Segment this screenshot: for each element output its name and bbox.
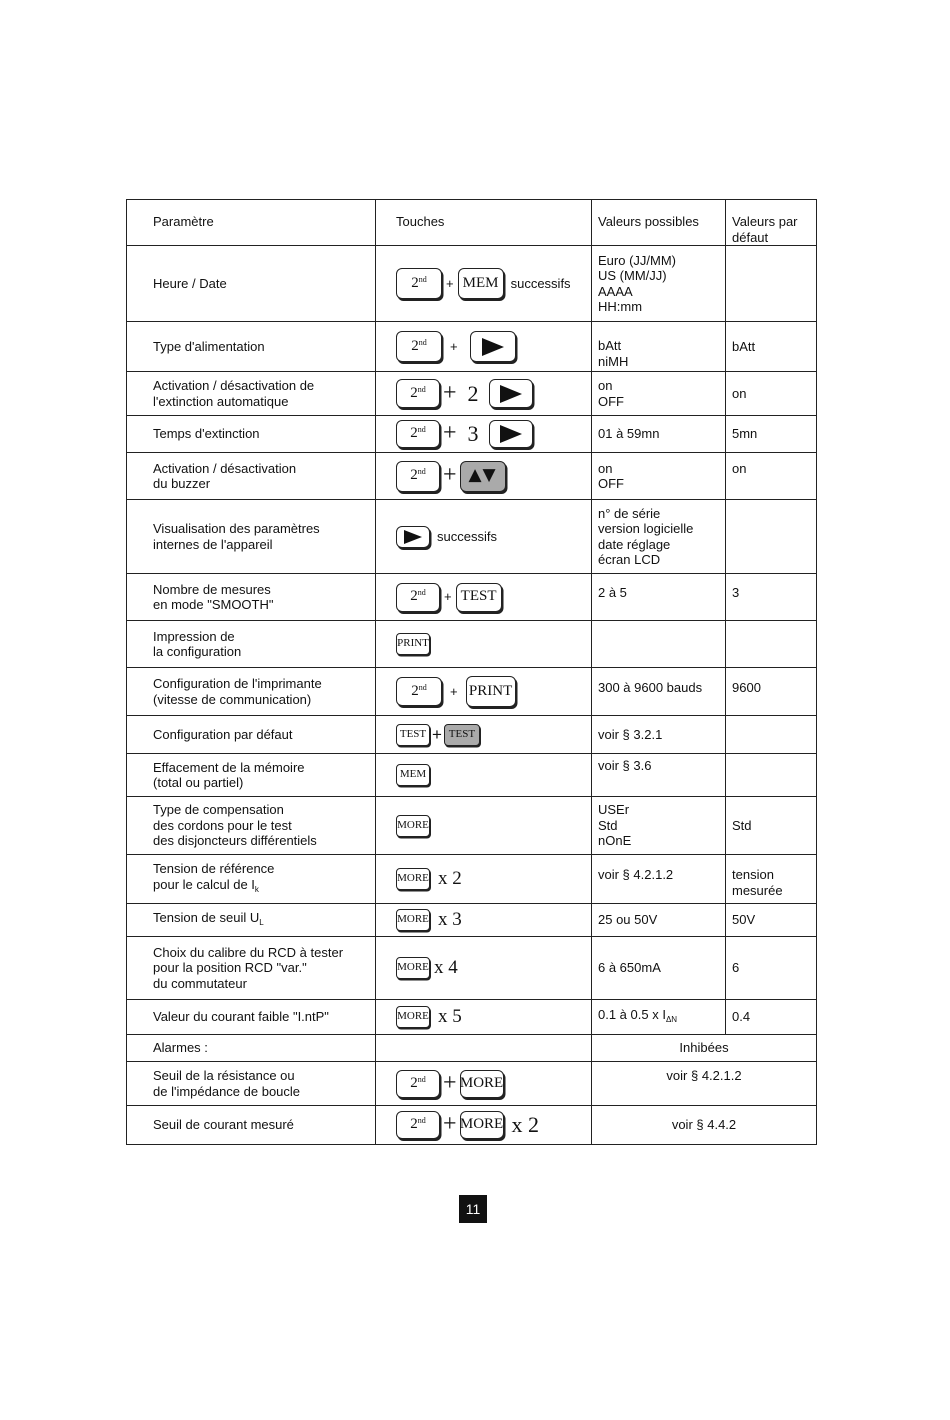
right-arrow-key-icon [489, 420, 533, 448]
values-cell: USEr Std nOnE [592, 797, 726, 855]
more-key-icon: MORE [396, 868, 430, 890]
param-cell: Configuration par défaut [127, 716, 376, 754]
keys-cell [376, 621, 592, 668]
more-key-icon: MORE [396, 957, 430, 979]
table-row [127, 797, 817, 855]
table-row [127, 416, 817, 453]
keys-cell: MORE x 2 [376, 855, 592, 904]
values-cell: voir § 3.6 [592, 754, 726, 797]
table-row [127, 574, 817, 621]
parameters-table [126, 199, 817, 1145]
table-row [127, 621, 817, 668]
right-arrow-key-icon [470, 331, 516, 362]
param-cell: Type d'alimentation [127, 322, 376, 372]
table-row [127, 1062, 817, 1106]
header-values: Valeurs possibles [592, 200, 726, 246]
param-cell: Activation / désactivation de l'extinction automatique [127, 372, 376, 416]
param-cell: Impression de la configuration [127, 621, 376, 668]
table-row [127, 937, 817, 1000]
values-cell: 2 à 5 [592, 574, 726, 621]
param-cell: Tension de seuil $U_L$ [127, 904, 376, 937]
table-row [127, 716, 817, 754]
table-row [127, 372, 817, 416]
default-cell [726, 716, 817, 754]
default-cell [726, 500, 817, 574]
default-cell: 3 [726, 574, 817, 621]
values-cell: on OFF [592, 372, 726, 416]
keys-cell: 2 $^{nd}$ + 3 [376, 416, 592, 453]
more-key-icon: MORE [396, 909, 430, 931]
keys-cell: 2 $^{nd}$ + ▲▼ [376, 453, 592, 500]
test-key-icon: TEST [456, 583, 502, 612]
table-row [127, 1000, 817, 1035]
second-key-icon: 2 $^{nd}$ [396, 420, 440, 448]
default-cell [726, 246, 817, 322]
up-down-arrows-key-icon: ▲▼ [460, 461, 506, 492]
header-default: Valeurs par défaut [726, 200, 817, 246]
values-cell: Euro (JJ/MM) US (MM/JJ) AAAA HH:mm [592, 246, 726, 322]
page-number: 11 [459, 1195, 487, 1223]
table-row [127, 453, 817, 500]
param-cell: Nombre de mesures en mode "SMOOTH" [127, 574, 376, 621]
second-key-icon: 2 $^{nd}$ [396, 379, 440, 408]
table-row [127, 754, 817, 797]
default-cell: bAtt [726, 322, 817, 372]
param-cell: Visualisation des paramètres internes de l'appareil [127, 500, 376, 574]
keys-cell: 2 $^{nd}$ + MORE [376, 1062, 592, 1106]
values-cell: 6 à 650mA [592, 937, 726, 1000]
header-param: Paramètre [127, 200, 376, 246]
keys-cell: 2 $^{nd}$ + PRINT [376, 668, 592, 716]
more-key-icon: MORE [460, 1070, 504, 1098]
values-cell: voir § 4.2.1.2 [592, 1062, 817, 1106]
second-key-icon: 2 $^{nd}$ [396, 461, 440, 492]
more-key-icon: MORE [396, 815, 430, 837]
param-cell: Valeur du courant faible "I.ntP" [127, 1000, 376, 1035]
values-cell: on OFF [592, 453, 726, 500]
keys-cell: 2 $^{nd}$ + 2 [376, 372, 592, 416]
default-cell: on [726, 372, 817, 416]
keys-cell: successifs [376, 500, 592, 574]
param-cell: Seuil de courant mesuré [127, 1106, 376, 1145]
param-cell: Heure / Date [127, 246, 376, 322]
param-cell: Choix du calibre du RCD à tester pour la position RCD "var." du commutateur [127, 937, 376, 1000]
table-row [127, 855, 817, 904]
right-arrow-key-icon [489, 379, 533, 408]
values-cell [592, 621, 726, 668]
keys-cell: MORE x 3 [376, 904, 592, 937]
values-cell: Inhibées [592, 1035, 817, 1062]
param-cell: Seuil de la résistance ou de l'impédance de boucle [127, 1062, 376, 1106]
keys-cell: TEST + TEST [376, 716, 592, 754]
test-key-dark-icon: TEST [444, 724, 480, 746]
right-arrow-key-icon [396, 526, 430, 548]
table-row [127, 904, 817, 937]
default-cell: 50V [726, 904, 817, 937]
table-row [127, 1035, 817, 1062]
default-cell [726, 754, 817, 797]
default-cell: on [726, 453, 817, 500]
test-key-icon: TEST [396, 724, 430, 746]
print-key-icon: PRINT [396, 633, 430, 655]
default-cell: 0.4 [726, 1000, 817, 1035]
param-cell: Activation / désactivation du buzzer [127, 453, 376, 500]
values-cell: 300 à 9600 bauds [592, 668, 726, 716]
table-header-row [127, 200, 817, 246]
param-cell: Effacement de la mémoire (total ou partiel) [127, 754, 376, 797]
param-cell: Alarmes : [127, 1035, 376, 1062]
keys-cell: MORE x 5 [376, 1000, 592, 1035]
keys-cell: 2 $^{nd}$ + MEM successifs [376, 246, 592, 322]
default-cell: 9600 [726, 668, 817, 716]
keys-cell [376, 1035, 592, 1062]
default-cell: Std [726, 797, 817, 855]
values-cell: voir § 4.4.2 [592, 1106, 817, 1145]
table-row [127, 1106, 817, 1145]
keys-cell: 2 $^{nd}$ + [376, 322, 592, 372]
second-key-icon: 2 $^{nd}$ [396, 1111, 440, 1139]
table-row [127, 246, 817, 322]
values-cell: n° de série version logicielle date réglage écran LCD [592, 500, 726, 574]
default-cell: 6 [726, 937, 817, 1000]
more-key-icon: MORE [460, 1111, 504, 1139]
values-cell: voir § 3.2.1 [592, 716, 726, 754]
values-cell: 0.1 à 0.5 x $I_{\Delta N}$ [592, 1000, 726, 1035]
mem-key-icon: MEM [396, 764, 430, 786]
keys-cell [376, 754, 592, 797]
default-cell: tension mesurée [726, 855, 817, 904]
second-key-icon: 2 $^{nd}$ [396, 677, 442, 706]
values-cell: 25 ou 50V [592, 904, 726, 937]
second-key-icon: 2 $^{nd}$ [396, 583, 440, 612]
keys-cell: MORE x 4 [376, 937, 592, 1000]
mem-key-icon: MEM [458, 268, 504, 299]
keys-cell: 2 $^{nd}$ + TEST [376, 574, 592, 621]
param-cell: Tension de référence pour le calcul de $I_k$ [127, 855, 376, 904]
print-key-icon: PRINT [466, 676, 516, 707]
more-key-icon: MORE [396, 1006, 430, 1028]
second-key-icon: 2 $^{nd}$ [396, 268, 442, 299]
second-key-icon: 2 $^{nd}$ [396, 331, 442, 362]
param-cell: Type de compensation des cordons pour le test des disjoncteurs différentiels [127, 797, 376, 855]
values-cell: 01 à 59mn [592, 416, 726, 453]
table-row [127, 500, 817, 574]
param-cell: Configuration de l'imprimante (vitesse de communication) [127, 668, 376, 716]
default-cell: 5mn [726, 416, 817, 453]
values-cell: bAtt niMH [592, 322, 726, 372]
table-row [127, 668, 817, 716]
keys-cell [376, 797, 592, 855]
header-keys: Touches [376, 200, 592, 246]
param-cell: Temps d'extinction [127, 416, 376, 453]
values-cell: voir § 4.2.1.2 [592, 855, 726, 904]
table-row [127, 322, 817, 372]
default-cell [726, 621, 817, 668]
keys-cell: 2 $^{nd}$ + MORE x 2 [376, 1106, 592, 1145]
second-key-icon: 2 $^{nd}$ [396, 1070, 440, 1098]
